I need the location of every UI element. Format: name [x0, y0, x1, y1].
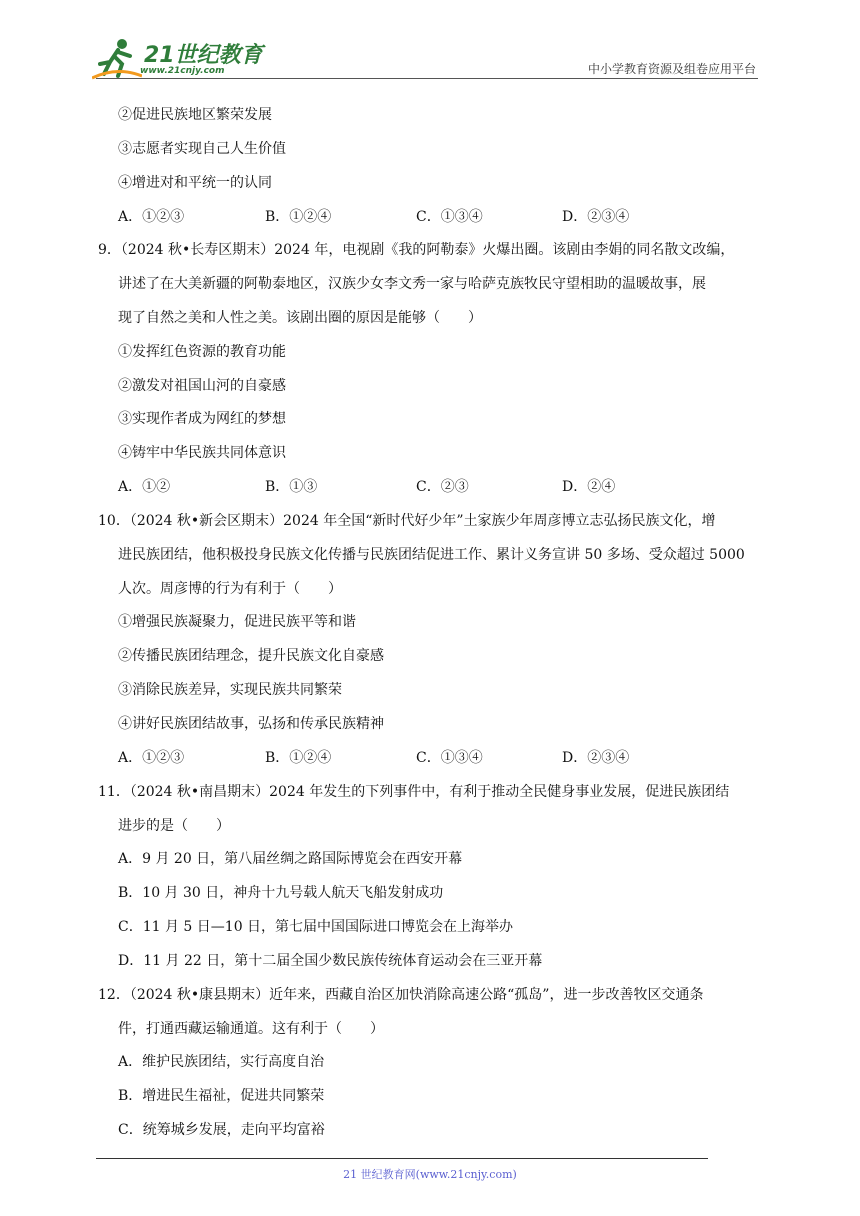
q8-option-d: D．②③④: [562, 209, 630, 225]
q10-option-a: A．①②③: [118, 750, 185, 766]
q11-option-d: D．11 月 22 日，第十二届全国少数民族传统体育运动会在三亚开幕: [118, 953, 543, 969]
q10-item-1: ①增强民族凝聚力，促进民族平等和谐: [118, 614, 356, 630]
q9-item-2: ②激发对祖国山河的自豪感: [118, 378, 286, 394]
q8-item-3: ③志愿者实现自己人生价值: [118, 141, 286, 157]
q10-option-d: D．②③④: [562, 750, 630, 766]
q8-option-a: A．①②③: [118, 209, 185, 225]
q9-option-c: C．②③: [416, 479, 469, 495]
q9-stem-line-1: 9．（2024 秋•长寿区期末）2024 年，电视剧《我的阿勒泰》火爆出圈。该剧由李娟的同名散文改编，: [98, 242, 735, 258]
q11-stem-line-1: 11．（2024 秋•南昌期末）2024 年发生的下列事件中，有利于推动全民健身事业发展，促进民族团结: [98, 784, 730, 800]
q8-item-2: ②促进民族地区繁荣发展: [118, 107, 272, 123]
runner-logo-icon: [92, 36, 142, 80]
platform-name: 中小学教育资源及组卷应用平台: [587, 62, 756, 76]
q9-option-d: D．②④: [562, 479, 616, 495]
q10-item-2: ②传播民族团结理念，提升民族文化自豪感: [118, 648, 384, 664]
q9-item-1: ①发挥红色资源的教育功能: [118, 344, 286, 360]
logo-url-text: www.21cnjy.com: [140, 66, 225, 76]
page-footer: 21 世纪教育网(www.21cnjy.com): [343, 1168, 517, 1181]
q10-item-3: ③消除民族差异，实现民族共同繁荣: [118, 682, 342, 698]
q9-option-a: A．①②: [118, 479, 171, 495]
page-header: [0, 0, 860, 90]
q9-stem-line-2: 讲述了在大美新疆的阿勒泰地区，汉族少女李文秀一家与哈萨克族牧民守望相助的温暖故事，展: [118, 276, 706, 292]
q11-option-b: B．10 月 30 日，神舟十九号载人航天飞船发射成功: [118, 885, 444, 901]
q8-option-c: C．①③④: [416, 209, 483, 225]
q10-option-c: C．①③④: [416, 750, 483, 766]
q8-item-4: ④增进对和平统一的认同: [118, 175, 272, 191]
q12-option-c: C．统筹城乡发展，走向平均富裕: [118, 1122, 325, 1138]
q11-option-a: A．9 月 20 日，第八届丝绸之路国际博览会在西安开幕: [118, 851, 463, 867]
q12-stem-line-1: 12．（2024 秋•康县期末）近年来，西藏自治区加快消除高速公路“孤岛”，进一步改善牧区交通条: [98, 987, 704, 1003]
q10-option-b: B．①②④: [265, 750, 332, 766]
q10-stem-line-3: 人次。周彦博的行为有利于（ ）: [118, 581, 342, 597]
q12-option-b: B．增进民生福祉，促进共同繁荣: [118, 1088, 325, 1104]
q11-stem-line-2: 进步的是（ ）: [118, 818, 230, 834]
q10-item-4: ④讲好民族团结故事，弘扬和传承民族精神: [118, 716, 384, 732]
q9-stem-line-3: 现了自然之美和人性之美。该剧出圈的原因是能够（ ）: [118, 310, 482, 326]
q9-option-b: B．①③: [265, 479, 318, 495]
footer-divider: [96, 1158, 708, 1159]
header-divider: [96, 78, 758, 79]
q8-option-b: B．①②④: [265, 209, 332, 225]
q12-stem-line-2: 件，打通西藏运输通道。这有利于（ ）: [118, 1021, 384, 1037]
q12-option-a: A．维护民族团结，实行高度自治: [118, 1054, 325, 1070]
q10-stem-line-1: 10．（2024 秋•新会区期末）2024 年全国“新时代好少年”土家族少年周彦博立志弘扬民族文化，增: [98, 513, 716, 529]
q9-item-3: ③实现作者成为网红的梦想: [118, 411, 286, 427]
q11-option-c: C．11 月 5 日—10 日，第七届中国国际进口博览会在上海举办: [118, 919, 514, 935]
q9-item-4: ④铸牢中华民族共同体意识: [118, 445, 286, 461]
q10-stem-line-2: 进民族团结，他积极投身民族文化传播与民族团结促进工作、累计义务宣讲 50 多场、受众超过 5000: [118, 547, 745, 563]
site-logo: [92, 36, 272, 80]
logo-brand-text: 21世纪教育: [144, 43, 263, 68]
